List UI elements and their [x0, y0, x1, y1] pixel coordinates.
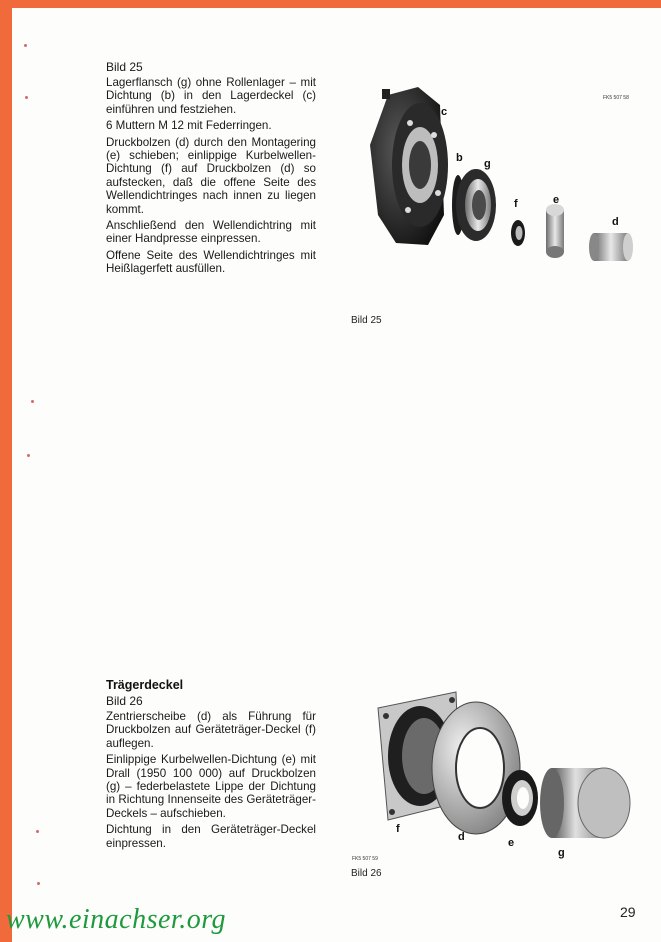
figure-caption: Bild 26: [351, 868, 382, 879]
margin-speck: [36, 830, 39, 833]
photo-code: FK5 507 58: [603, 95, 629, 101]
paragraph: Lagerflansch (g) ohne Rollenlager – mit Dichtung (b) in den Lagerdeckel (c) einführen und festziehen.: [106, 76, 316, 116]
part-label-g: g: [484, 158, 491, 170]
paragraph: Einlippige Kurbelwellen-Dichtung (e) mit Drall (1950 100 000) auf Druckbolzen (g) – federbelastete Lippe der Dichtung in Richtung Innenseite des Geräteträger-Deckels – aufschieben.: [106, 753, 316, 820]
figure-bild-26: [348, 672, 638, 862]
paragraph: 6 Muttern M 12 mit Federringen.: [106, 119, 272, 133]
margin-speck: [31, 400, 34, 403]
mounting-ring-part: [546, 204, 564, 258]
page-number: 29: [620, 904, 636, 920]
part-label-c: c: [441, 106, 448, 118]
margin-speck: [37, 882, 40, 885]
section-heading: Trägerdeckel: [106, 678, 184, 692]
paragraph: Offene Seite des Wellendichtringes mit Heißlagerfett ausfüllen.: [106, 248, 316, 276]
paragraph: Druckbolzen (d) durch den Montagering (e) schieben; einlippige Kurbelwellen-Dichtung (f) auf Druckbolzen (d) so aufstecken, daß die offene Seite des Wellendichtringes nach innen zu liegen kommt.: [106, 135, 316, 216]
part-label-f: f: [514, 198, 518, 210]
margin-speck: [24, 44, 27, 47]
bearing-flange-part: [456, 169, 496, 241]
pressure-bolt-part: [589, 233, 633, 261]
part-label-b: b: [456, 152, 463, 164]
exploded-cover-photo: [348, 672, 638, 862]
part-label-d: d: [458, 831, 465, 843]
paragraph: Dichtung in den Geräteträger-Deckel einpressen.: [106, 823, 316, 850]
pressure-bolt-part: [540, 768, 630, 838]
crankshaft-seal-part: [511, 220, 525, 246]
section-caption: Bild 25: [106, 60, 143, 74]
figure-caption: Bild 25: [351, 315, 382, 326]
figure-bild-25: [348, 65, 638, 305]
margin-speck: [25, 96, 28, 99]
part-label-g: g: [558, 847, 565, 859]
watermark: www.einachser.org: [6, 904, 227, 935]
part-label-f: f: [396, 823, 400, 835]
part-label-e: e: [553, 194, 560, 206]
part-label-e: e: [508, 837, 515, 849]
paragraph: Zentrierscheibe (d) als Führung für Druckbolzen auf Geräteträger-Deckel (f) auflegen.: [106, 710, 316, 750]
section-bild-25-text: [106, 60, 316, 279]
crankshaft-seal-part: [502, 770, 538, 826]
section-traegerdeckel-text: [106, 678, 316, 853]
paragraph: Anschließend den Wellendichtring mit einer Handpresse einpressen.: [106, 219, 316, 246]
photo-code: FK5 507 59: [352, 856, 378, 862]
bearing-cover-part: [370, 87, 448, 245]
margin-speck: [27, 454, 30, 457]
exploded-flange-photo: [348, 65, 638, 305]
part-label-d: d: [612, 216, 619, 228]
section-caption: Bild 26: [106, 694, 143, 708]
